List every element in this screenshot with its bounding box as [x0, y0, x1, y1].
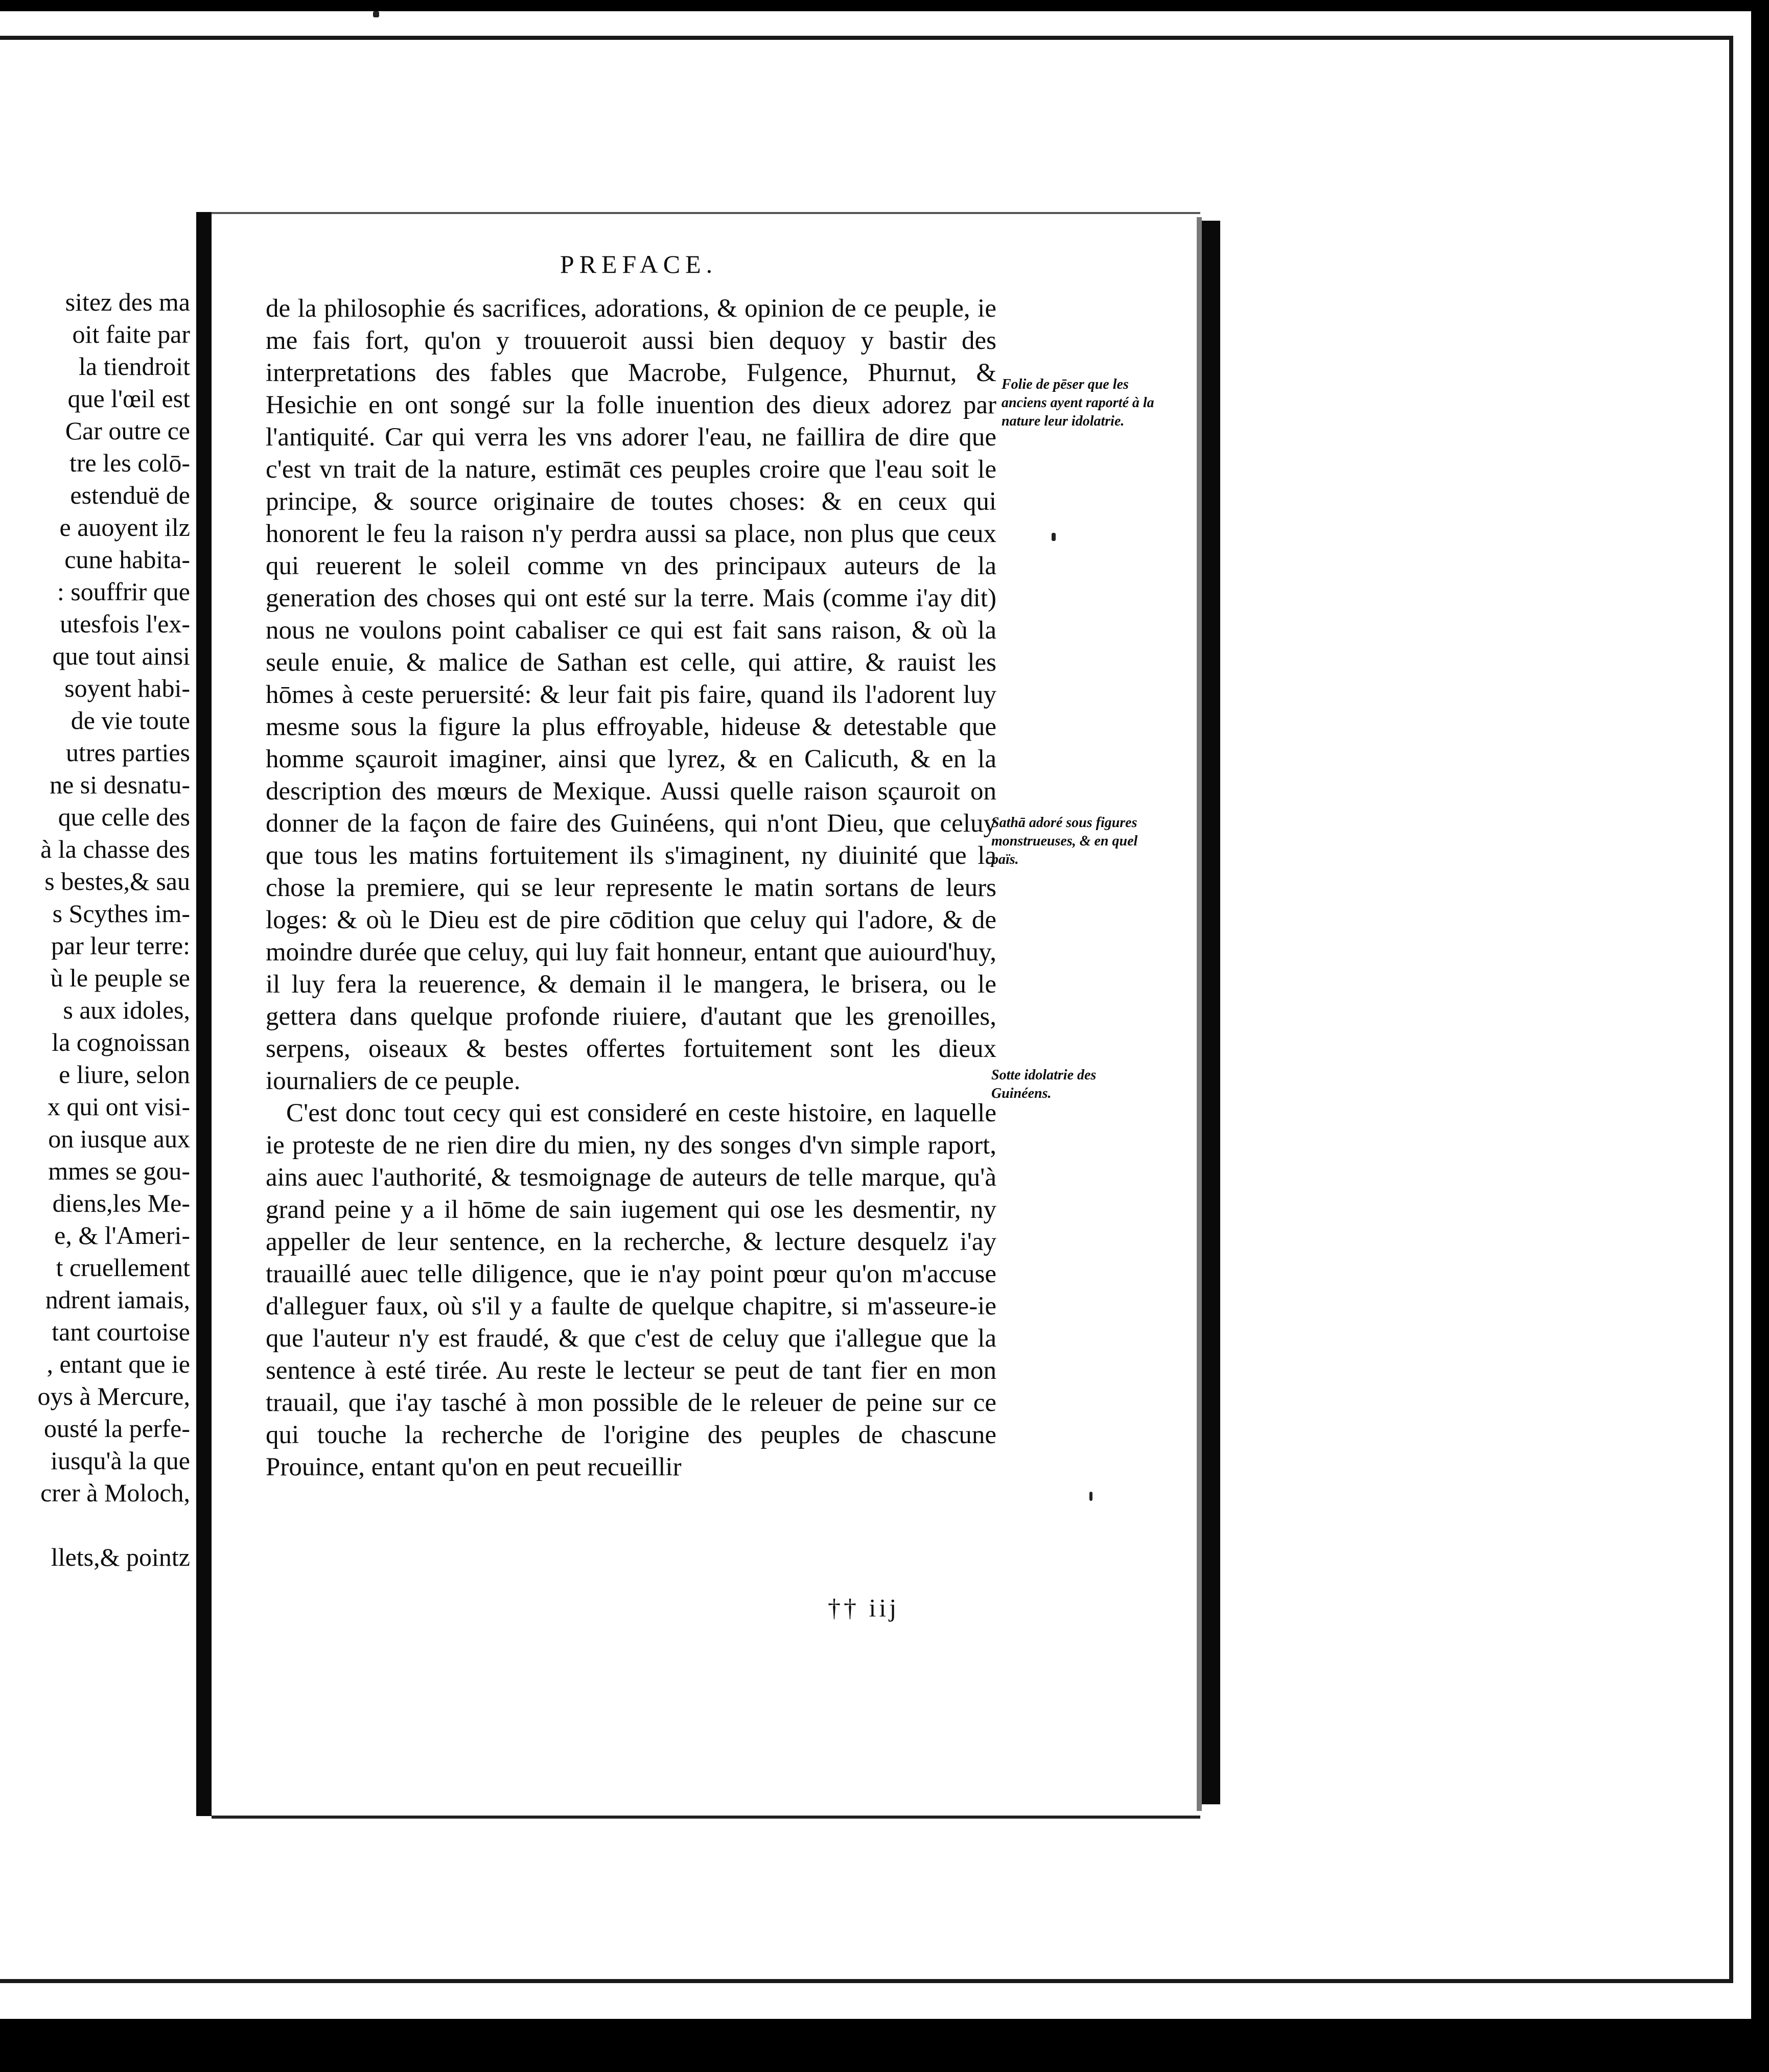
left-page-line: : souffrir que: [57, 577, 190, 606]
left-page-line: de vie toute: [71, 706, 190, 735]
left-page-line: crer à Moloch,: [40, 1478, 190, 1507]
left-page-line: la cognoissan: [52, 1028, 190, 1056]
paragraph-1: de la philosophie és sacrifices, adorations, & opinion de ce peuple, ie me fais fort, qu'on y trouueroit aussi bien dequoy y bastir des interpretations des fables que Macrobe, Fulgence, Phurnut, & Hesichie en ont songé sur la folle inuention des dieux adorez par l'antiquité. Car qui verra les vns adorer l'eau, ne faillira de dire que c'est vn trait de la nature, estimāt ces peuples croire que l'eau soit le principe, & source originaire de toutes choses: & en ceux qui honorent le feu la raison n'y perdra aussi sa place, non plus que ceux qui reuerent le soleil comme vn des principaux auteurs de la generation des choses qui ont esté sur la terre. Mais (comme i'ay dit) nous ne voulons point cabaliser ce qui est fait sans raison, & où la seule enuie, & malice de Sathan est celle, qui attire, & rauist les hōmes à ceste peruersité: & leur fait pis faire, quand ils l'adorent luy mesme sous la figure la plus effroyable, hideuse & detestable que homme sçauroit imaginer, ainsi que lyrez, & en Calicuth, & en la description des mœurs de Mexique. Aussi quelle raison sçauroit on donner de la façon de faire des Guinéens, qui n'ont Dieu, que celuy que tous les matins fortuitement ils s'imaginent, ny diuinité que la chose la premiere, qui se leur represente le matin sortans de leurs loges: & où le Dieu est de pire cōdition que celuy qui l'adore, & de moindre durée que celuy, qui luy fait honneur, entant que auiourd'huy, il luy fera la reuerence, & demain il le mangera, le brisera, ou le gettera dans quelque profonde riuiere, d'autant que les grenoilles, serpens, oiseaux & bestes offertes fortuitement sont les dieux iournaliers de ce peuple.: [266, 294, 996, 1095]
ink-speck: [1089, 1492, 1092, 1501]
left-page-line: tant courtoise: [52, 1317, 190, 1346]
left-page-line: diens,les Me-: [52, 1189, 190, 1217]
frame-right-border: [1751, 0, 1769, 2072]
left-page-line: s aux idoles,: [63, 996, 190, 1024]
left-page-line: iusqu'à la que: [51, 1446, 190, 1475]
page-edge: [1202, 221, 1220, 1804]
running-head: PREFACE.: [560, 250, 718, 278]
left-page-line: ù le peuple se: [50, 963, 190, 992]
left-page-line: [0, 1509, 190, 1541]
sheet-right-edge: [1729, 36, 1733, 1982]
page-edge-shade: [1197, 217, 1202, 1811]
left-page-text: [0, 286, 190, 1573]
frame-bottom-border: [0, 2019, 1769, 2072]
left-page-line: cune habita-: [64, 545, 190, 574]
left-page-line: llets,& pointz: [51, 1543, 190, 1571]
left-page-line: par leur terre:: [51, 931, 190, 960]
left-page-line: que tout ainsi: [52, 642, 190, 670]
side-note-sathan: Sathā adoré sous figures monstrueuses, & en quel païs.: [991, 815, 1138, 867]
left-page-line: mmes se gou-: [48, 1157, 190, 1185]
left-page-line: à la chasse des: [40, 835, 190, 863]
left-page-line: e auoyent ilz: [59, 513, 190, 541]
left-page-line: e liure, selon: [59, 1060, 190, 1089]
frame-top-border: [0, 0, 1769, 11]
left-page-line: oit faite par: [72, 320, 190, 348]
binding-gutter: [196, 212, 212, 1816]
body-text: [266, 293, 996, 1484]
left-page-line: s bestes,& sau: [44, 867, 190, 896]
left-page-line: soyent habi-: [64, 674, 190, 702]
side-note-idolatrie: Folie de pēser que les anciens ayent raporté à la nature leur idolatrie.: [1002, 376, 1154, 429]
left-page-line: ndrent iamais,: [45, 1285, 190, 1314]
signature-mark: †† iij: [828, 1593, 900, 1622]
left-page-line: utesfois l'ex-: [60, 609, 190, 638]
paragraph-2: C'est donc tout cecy qui est consideré en ceste histoire, en laquelle ie proteste de ne rien dire du mien, ny des songes d'vn simple raport, ains auec l'authorité, & tesmoignage de auteurs de telle marque, qu'à grand peine y a il hōme de sain iugement qui ose les desmentir, ny appeller de leur sentence, en la recherche, & lecture desquelz i'ay trauaillé auec telle diligence, que ie n'ay point pœur qu'on m'accuse d'alleguer faux, où s'il y a faulte de quelque chapitre, si m'asseure-ie que l'auteur n'y est fraudé, & que c'est de celuy que i'allegue que la sentence à esté tirée. Au reste le lecteur se peut de tant fier en mon trauail, que i'ay tasché à mon possible de le releuer de peine sur ce qui touche la recherche de l'origine des peuples de chascune Prouince, entant qu'on en peut recueillir: [266, 1099, 996, 1481]
left-page-line: la tiendroit: [79, 352, 190, 381]
left-page-line: sitez des ma: [65, 288, 190, 316]
left-page-line: utres parties: [66, 738, 190, 767]
left-page-line: s Scythes im-: [52, 899, 190, 928]
left-page-line: t cruellement: [56, 1253, 190, 1282]
left-page-line: e, & l'Ameri-: [54, 1221, 190, 1250]
sheet-bottom-edge: [0, 1979, 1733, 1983]
ink-speck: [373, 11, 379, 17]
left-page-line: tre les colō-: [69, 449, 190, 477]
left-page-line: on iusque aux: [48, 1124, 190, 1153]
left-page-line: x qui ont visi-: [47, 1092, 190, 1121]
left-page-line: ousté la perfe-: [44, 1414, 190, 1443]
ink-speck: [1052, 533, 1056, 541]
left-page-line: ne si desnatu-: [50, 770, 190, 799]
left-page-line: estenduë de: [70, 481, 190, 509]
sheet-top-edge: [0, 36, 1733, 40]
left-page-line: que celle des: [58, 803, 190, 831]
left-page-line: oys à Mercure,: [37, 1382, 190, 1410]
left-page-line: Car outre ce: [65, 416, 190, 445]
left-page-line: , entant que ie: [46, 1350, 190, 1378]
side-note-guineens: Sotte idolatrie des Guinéens.: [991, 1067, 1097, 1101]
left-page-line: que l'œil est: [67, 384, 190, 413]
